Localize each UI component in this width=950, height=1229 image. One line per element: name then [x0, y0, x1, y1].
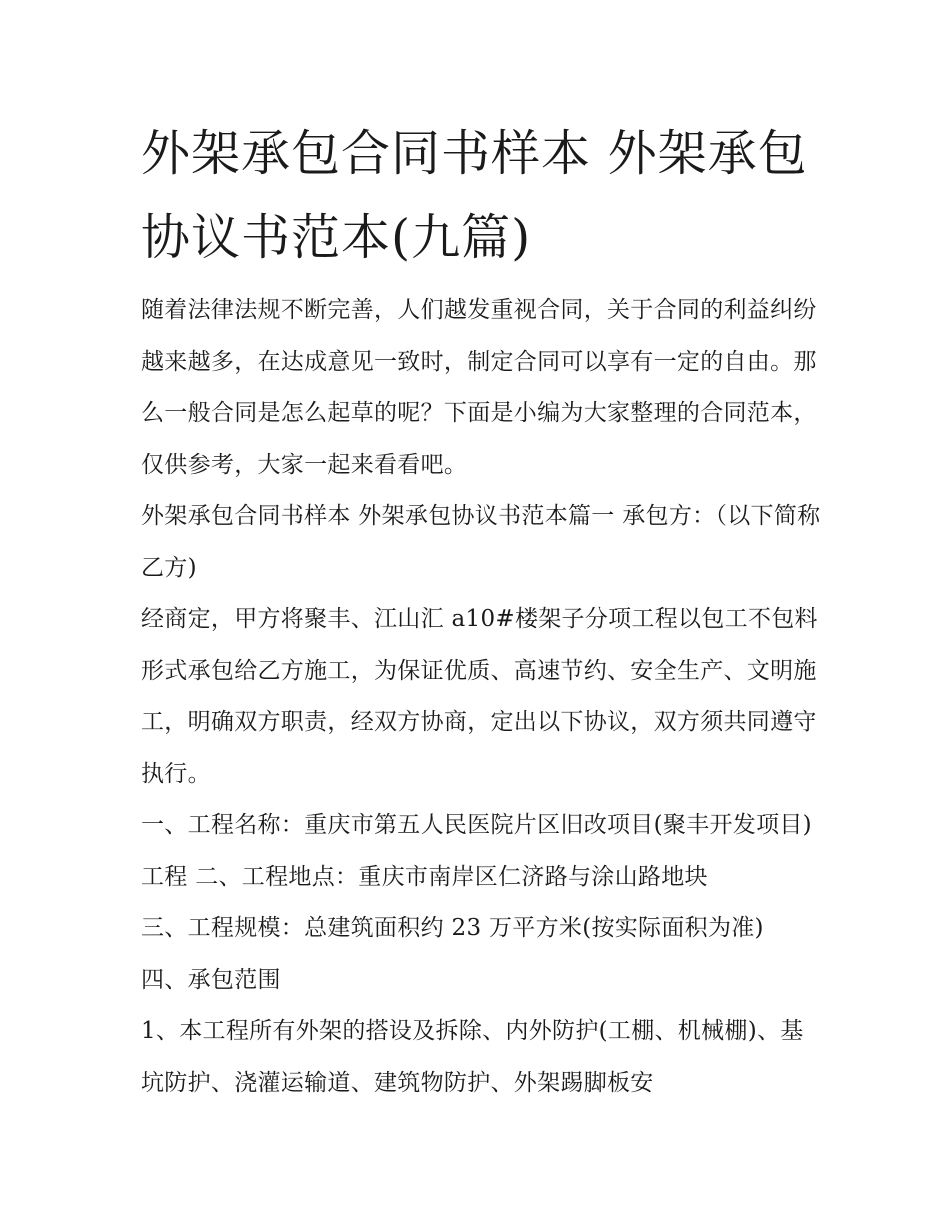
document-title: 外架承包合同书样本 外架承包协议书范本(九篇)	[141, 125, 808, 266]
project-name-paragraph: 一、工程名称：重庆市第五人民医院片区旧改项目(聚丰开发项目)工程 二、工程地点：重庆市南岸区仁济路与涂山路地块	[141, 812, 812, 890]
intro-paragraph: 随着法律法规不断完善，人们越发重视合同，关于合同的利益纠纷越来越多，在达成意见一致时，制定合同可以享有一定的自由。那么一般合同是怎么起草的呢？下面是小编为大家整理的合同范本，仅供参考，大家一起来看看吧。	[141, 297, 817, 478]
agreement-paragraph: 经商定，甲方将聚丰、江山汇 a10#楼架子分项工程以包工不包料形式承包给乙方施工，为保证优质、高速节约、安全生产、文明施工，明确双方职责，经双方协商，定出以下协议，双方须共同遵守执行。	[141, 606, 818, 787]
scope-heading: 四、承包范围	[141, 966, 281, 993]
document-body	[141, 112, 821, 1109]
contract-heading-paragraph: 外架承包合同书样本 外架承包协议书范本篇一 承包方：（以下简称乙方)	[141, 503, 821, 581]
scope-item-1: 1、本工程所有外架的搭设及拆除、内外防护(工棚、机械棚)、基坑防护、浇灌运输道、建筑物防护、外架踢脚板安	[141, 1018, 804, 1096]
project-scale-paragraph: 三、工程规模：总建筑面积约 23 万平方米(按实际面积为准)	[141, 915, 764, 941]
